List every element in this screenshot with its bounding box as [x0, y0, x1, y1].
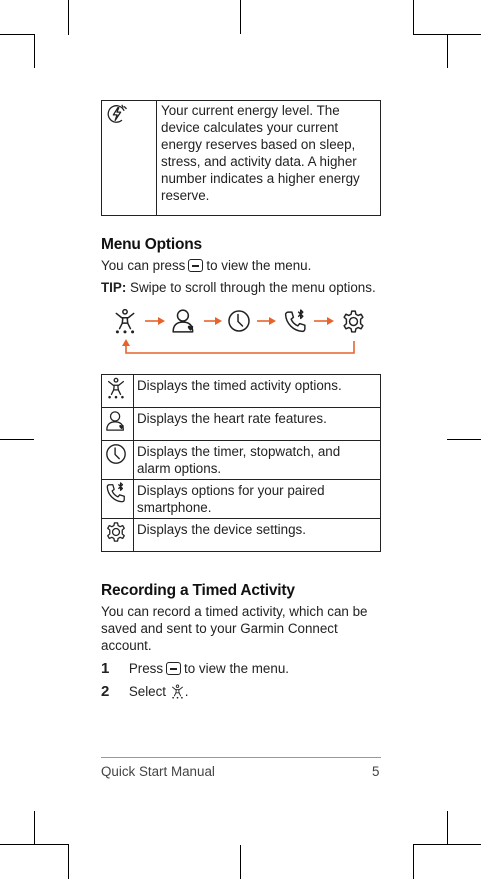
menu-tip — [101, 279, 376, 296]
crop-mark — [0, 844, 68, 845]
menu-row-text: Displays the timer, stopwatch, and alarm options. — [134, 441, 381, 480]
menu-intro-before: You can press — [101, 258, 186, 273]
tip-text: Swipe to scroll through the menu options. — [130, 280, 376, 295]
clock-icon — [229, 311, 249, 331]
recording-heading: Recording a Timed Activity — [101, 582, 295, 599]
crop-mark — [447, 811, 448, 845]
crop-mark — [240, 0, 241, 34]
menu-intro — [101, 257, 311, 274]
menu-row-text: Displays the device settings. — [134, 519, 381, 552]
energy-bolt-icon — [106, 103, 128, 125]
phone-icon — [286, 310, 305, 331]
step-before: Select — [128, 684, 167, 699]
menu-row — [102, 375, 381, 408]
menu-row-text: Displays options for your paired smartphone. — [134, 480, 381, 519]
footer-title: Quick Start Manual — [101, 764, 215, 779]
energy-row — [102, 101, 381, 216]
menu-table — [101, 374, 381, 552]
step-after: to view the menu. — [184, 661, 289, 676]
crop-mark — [413, 844, 414, 879]
crop-mark — [447, 439, 481, 440]
menu-row-text: Displays the timed activity options. — [134, 375, 381, 408]
step-before: Press — [128, 661, 164, 676]
crop-mark — [34, 34, 35, 68]
crop-mark — [413, 0, 414, 35]
menu-options-heading: Menu Options — [101, 236, 202, 253]
menu-row — [102, 441, 381, 480]
menu-button-icon — [188, 259, 203, 272]
page-number: 5 — [372, 764, 380, 779]
crop-mark — [68, 0, 69, 35]
gear-icon — [344, 311, 363, 332]
step-2 — [101, 683, 189, 700]
crop-mark — [68, 844, 69, 879]
menu-button-icon — [166, 662, 181, 675]
crop-mark — [34, 811, 35, 845]
flow-return-arrow — [126, 341, 354, 353]
clock-icon — [105, 443, 127, 465]
phone-icon — [105, 482, 127, 504]
step-number: 2 — [101, 683, 110, 700]
tip-label: TIP: — [101, 280, 127, 295]
step-after: . — [184, 684, 189, 699]
activity-icon — [116, 310, 134, 334]
energy-table — [101, 100, 381, 216]
crop-mark — [0, 439, 34, 440]
crop-mark — [413, 844, 481, 845]
menu-row — [102, 480, 381, 519]
crop-mark — [240, 845, 241, 879]
crop-mark — [447, 34, 448, 68]
recording-intro: You can record a timed activity, which can be saved and sent to your Garmin Connect account. — [101, 604, 368, 653]
menu-flow-diagram — [100, 305, 385, 363]
activity-icon — [170, 684, 185, 699]
footer-rule — [101, 757, 381, 758]
menu-row — [102, 408, 381, 441]
menu-intro-after: to view the menu. — [206, 258, 312, 273]
activity-icon — [105, 377, 127, 399]
menu-row — [102, 519, 381, 552]
heart-rate-icon — [173, 310, 193, 332]
step-number: 1 — [101, 660, 110, 677]
gear-icon — [105, 521, 127, 543]
crop-mark — [0, 34, 35, 35]
energy-description: Your current energy level. The device calculates your current energy reserves based on sleep, stress, and activity data. A higher number indicates a higher energy reserve. — [157, 101, 381, 216]
menu-row-text: Displays the heart rate features. — [134, 408, 381, 441]
step-1 — [101, 660, 289, 677]
heart-rate-icon — [105, 410, 127, 432]
